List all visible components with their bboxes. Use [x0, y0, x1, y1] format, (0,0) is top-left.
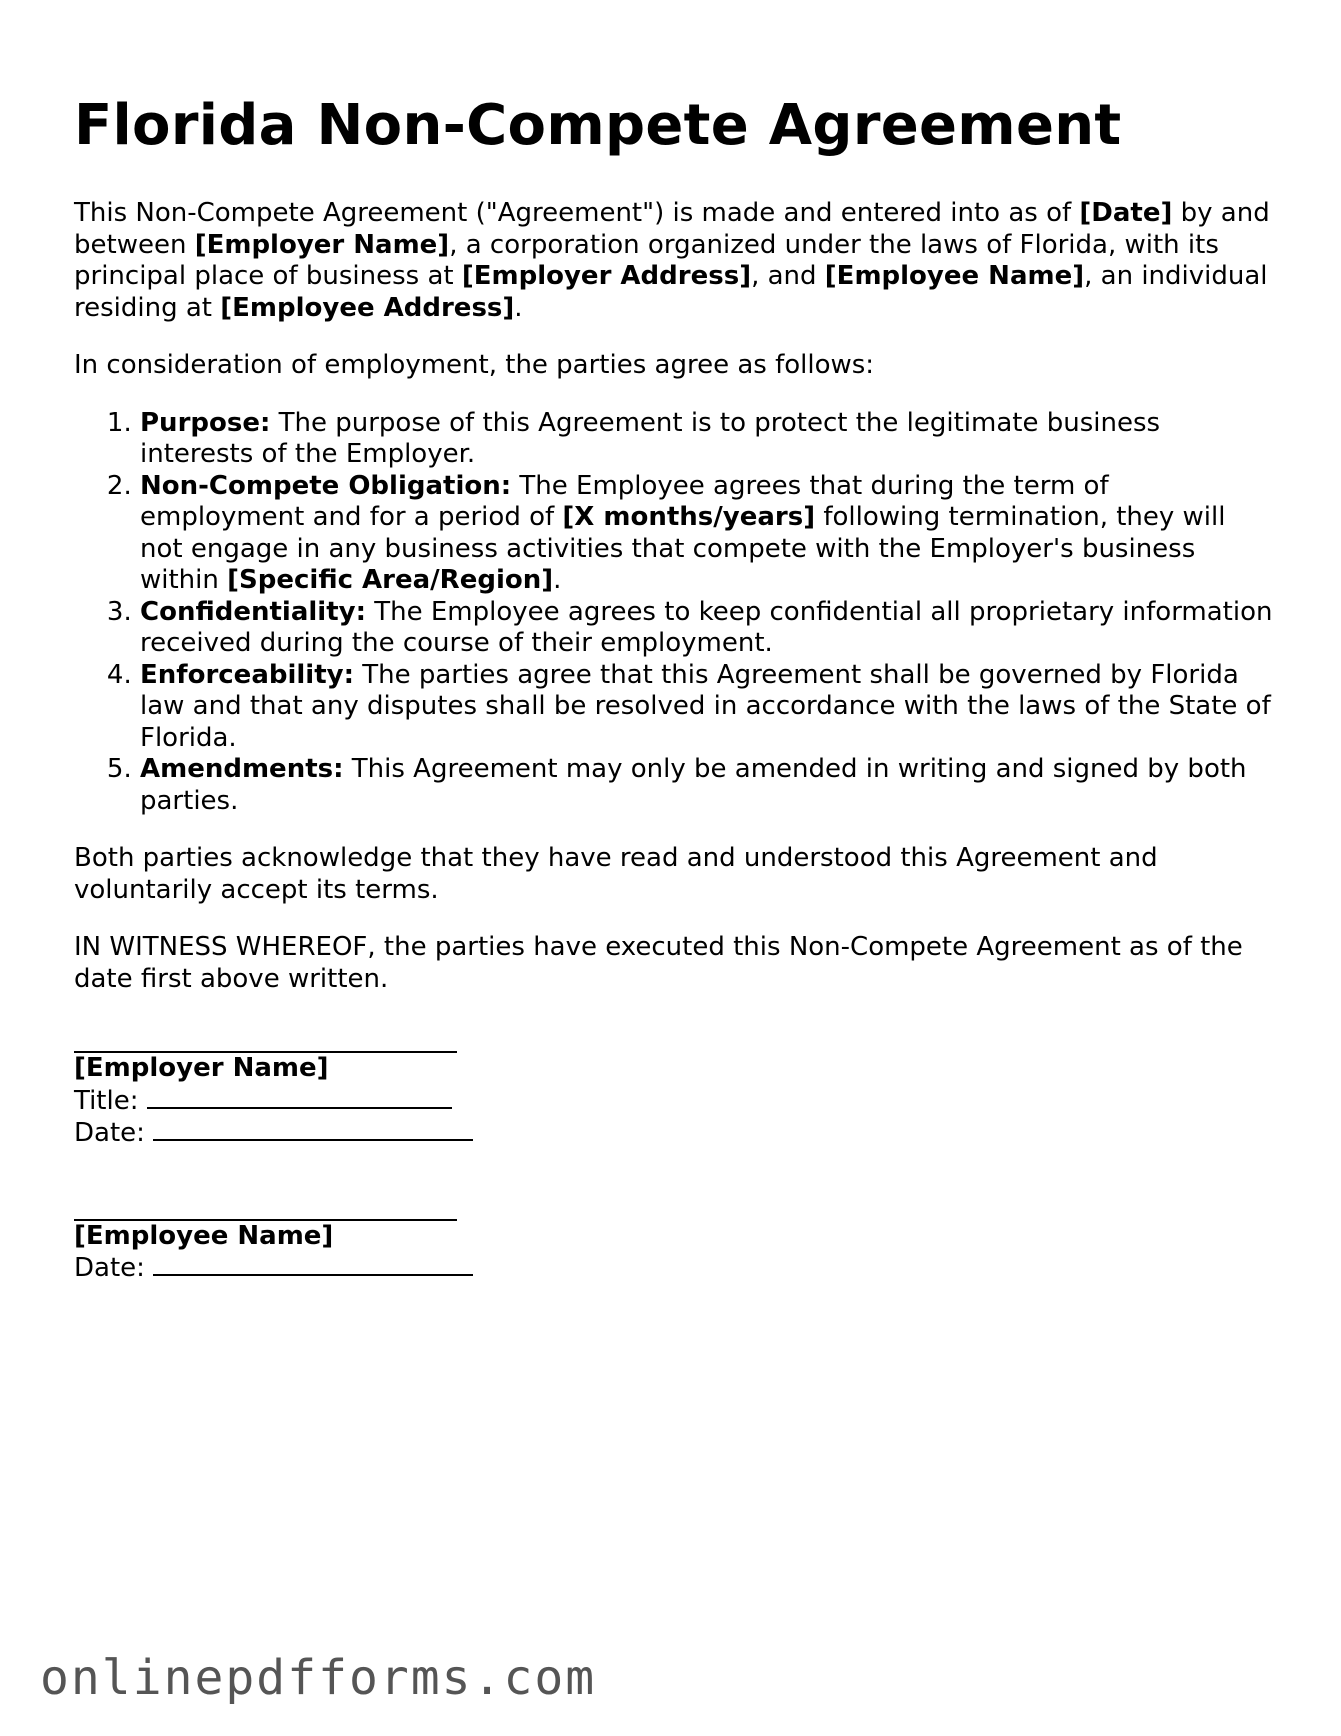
employer-signature-line[interactable] [74, 1027, 457, 1053]
intro-text-5: , an individual residing at [74, 261, 1268, 323]
clause-text: following termination, they will not engage in any business activities that compete with the Employer's business within [140, 502, 1226, 595]
clause-confidentiality [140, 597, 1274, 660]
intro-paragraph [74, 198, 1274, 324]
employer-name-label [74, 1053, 1274, 1085]
employer-title-row [74, 1085, 1274, 1118]
clause-text: This Agreement may only be amended in writing and signed by both parties. [140, 754, 1247, 816]
intro-text-2: by and between [74, 198, 1270, 260]
date-label: Date: [74, 1253, 154, 1283]
clause-heading: Confidentiality: [140, 596, 366, 627]
employer-name-text: [Employer Name] [74, 1053, 329, 1083]
clause-purpose [140, 408, 1274, 471]
date-label: Date: [74, 1118, 154, 1148]
intro-text-4: , and [751, 261, 825, 291]
employee-name-label [74, 1221, 1274, 1253]
clause-enforceability [140, 660, 1274, 755]
intro-text-3: , a corporation organized under the laws of Florida, with its principal place of business at [74, 229, 1219, 291]
date-field-line[interactable] [153, 1117, 473, 1141]
clause-list [74, 408, 1274, 818]
employee-address-placeholder: [Employee Address] [220, 292, 515, 323]
employee-signature-line[interactable] [74, 1195, 457, 1221]
clause-text: The Employee agrees that during the term of employment and for a period of [140, 470, 1109, 532]
clause-text: . [553, 565, 562, 595]
employer-name-placeholder: [Employer Name] [194, 229, 450, 260]
date-field-line[interactable] [153, 1252, 473, 1276]
witness-paragraph: IN WITNESS WHEREOF, the parties have executed this Non-Compete Agreement as of the date first above written. [74, 932, 1243, 994]
clause-heading: Amendments: [140, 754, 344, 784]
watermark: onlinepdfforms.com [40, 1650, 597, 1706]
intro-text-6: . [514, 292, 523, 323]
employer-address-placeholder: [Employer Address] [461, 261, 752, 291]
consideration-paragraph: In consideration of employment, the parties agree as follows: [74, 350, 875, 380]
employee-signature-block [74, 1195, 1274, 1285]
employer-signature-block [74, 1027, 1274, 1150]
title-label: Title: [74, 1085, 147, 1116]
title-field-line[interactable] [147, 1085, 452, 1109]
employee-date-row [74, 1252, 1274, 1285]
document-page [74, 92, 1274, 1285]
region-placeholder: [Specific Area/Region] [227, 565, 554, 595]
clause-text: The purpose of this Agreement is to protect the legitimate business interests of the Employer. [140, 407, 1161, 469]
period-placeholder: [X months/years] [562, 502, 816, 532]
clause-amendments [140, 754, 1274, 817]
acknowledgement-paragraph: Both parties acknowledge that they have read and understood this Agreement and voluntarily accept its terms. [74, 843, 1158, 905]
employee-name-placeholder: [Employee Name] [824, 261, 1085, 291]
clause-heading: Non-Compete Obligation: [140, 470, 512, 501]
employee-name-text: [Employee Name] [74, 1220, 334, 1251]
clause-non-compete [140, 471, 1274, 597]
document-title: Florida Non-Compete Agreement [74, 93, 1122, 158]
employer-date-row [74, 1117, 1274, 1150]
clause-text: The Employee agrees to keep confidential all proprietary information received during the course of their employment. [140, 596, 1273, 658]
clause-heading: Enforceability: [140, 659, 354, 690]
date-placeholder: [Date] [1079, 198, 1173, 228]
intro-text-1: This Non-Compete Agreement ("Agreement") is made and entered into as of [74, 198, 1080, 228]
clause-heading: Purpose: [140, 407, 271, 438]
clause-text: The parties agree that this Agreement shall be governed by Florida law and that any disputes shall be resolved in accordance with the laws of the State of Florida. [140, 659, 1271, 753]
